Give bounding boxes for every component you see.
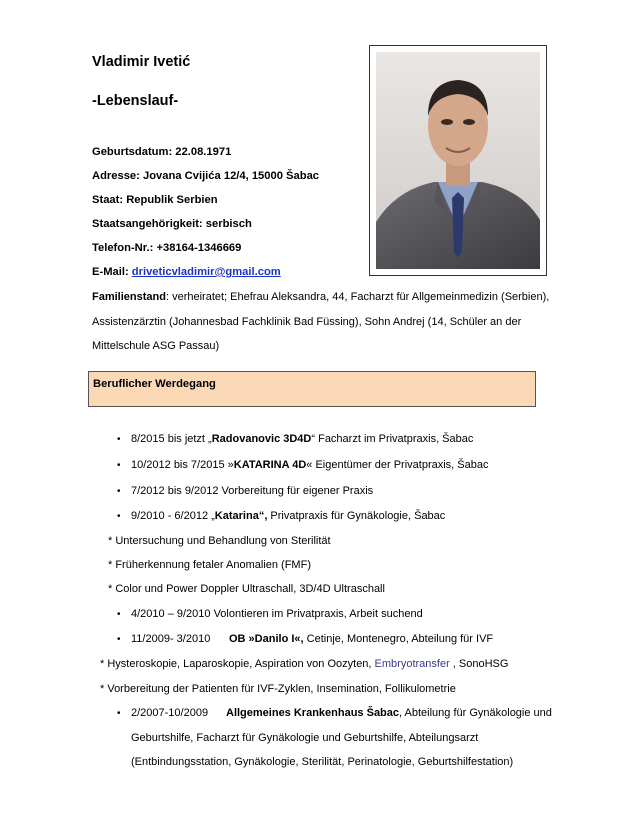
family-status-label: Familienstand	[92, 291, 166, 303]
document-subtitle: -Lebenslauf-	[92, 93, 179, 109]
career-detail: * Früherkennung fetaler Anomalien (FMF)	[108, 559, 311, 571]
address	[92, 170, 319, 182]
career-detail-highlight: Embryotransfer	[374, 658, 450, 670]
family-status-line-1	[92, 291, 549, 303]
address-label: Adresse:	[92, 170, 140, 182]
career-detail	[100, 658, 508, 670]
career-item: 4/2010 – 9/2010 Volontieren im Privatpraxis, Arbeit suchend	[131, 608, 423, 620]
bullet-icon: •	[117, 486, 121, 497]
family-status-text: : verheiratet; Ehefrau Aleksandra, 44, Facharzt für Allgemeinmedizin (Serbien),	[165, 291, 550, 303]
bullet-icon: •	[117, 434, 121, 445]
career-item-employer: Radovanovic 3D4D	[211, 433, 312, 445]
birth-date-label: Geburtsdatum:	[92, 146, 173, 158]
phone	[92, 242, 241, 254]
phone-label: Telefon-Nr.:	[92, 242, 154, 254]
career-item-date: 11/2009- 3/2010	[131, 633, 211, 645]
career-item: 7/2012 bis 9/2012 Vorbereitung für eigener Praxis	[131, 485, 374, 497]
career-detail-text: * Hysteroskopie, Laparoskopie, Aspiration von Oozyten,	[100, 658, 375, 670]
career-detail: * Color und Power Doppler Ultraschall, 3D/4D Ultraschall	[108, 583, 385, 595]
bullet-icon: •	[117, 609, 121, 620]
section-title: Beruflicher Werdegang	[93, 378, 216, 390]
birth-date	[92, 146, 231, 158]
career-item-employer: OB »Danilo I«,	[229, 633, 304, 645]
career-item-description: Cetinje, Montenegro, Abteilung für IVF	[303, 633, 494, 645]
bullet-icon: •	[117, 511, 121, 522]
citizenship-label: Staatsangehörigkeit:	[92, 218, 203, 230]
profile-photo	[369, 45, 547, 276]
state-value: Republik Serbien	[126, 194, 218, 206]
career-item-date: 9/2010 - 6/2012 „	[131, 510, 215, 522]
career-item	[226, 707, 552, 719]
bullet-icon: •	[117, 708, 121, 719]
phone-value: +38164-1346669	[156, 242, 242, 254]
career-item-employer: KATARINA 4D	[233, 459, 307, 471]
career-item-date: 10/2012 bis 7/2015 »	[131, 459, 234, 471]
career-item-date: 8/2015 bis jetzt „	[131, 433, 212, 445]
citizenship-value: serbisch	[205, 218, 252, 230]
section-header-career	[88, 371, 536, 407]
email-label: E-Mail:	[92, 266, 129, 278]
career-detail-text: , SonoHSG	[449, 658, 509, 670]
bullet-icon: •	[117, 634, 121, 645]
career-item-continuation: (Entbindungsstation, Gynäkologie, Sterilität, Perinatologie, Geburtshilfestation)	[131, 756, 514, 768]
career-item-description: , Abteilung für Gynäkologie und	[399, 707, 552, 719]
email-link[interactable]: driveticvladimir@gmail.com	[131, 266, 281, 278]
career-item-employer: Allgemeines Krankenhaus Šabac	[226, 707, 400, 719]
career-item-description: “ Facharzt im Privatpraxis, Šabac	[311, 433, 474, 445]
career-item	[131, 433, 473, 445]
bullet-icon: •	[117, 460, 121, 471]
career-item-continuation: Geburtshilfe, Facharzt für Gynäkologie und Geburtshilfe, Abteilungsarzt	[131, 732, 479, 744]
person-name: Vladimir Ivetić	[92, 54, 191, 70]
career-item-employer: Katarina“,	[214, 510, 268, 522]
career-detail: * Vorbereitung der Patienten für IVF-Zyklen, Insemination, Follikulometrie	[100, 683, 456, 695]
state-label: Staat:	[92, 194, 124, 206]
career-item-date: 2/2007-10/2009	[131, 707, 209, 719]
family-status-line-3: Mittelschule ASG Passau)	[92, 340, 220, 352]
career-item-description: « Eigentümer der Privatpraxis, Šabac	[306, 459, 489, 471]
family-status-line-2: Assistenzärztin (Johannesbad Fachklinik Bad Füssing), Sohn Andrej (14, Schüler an der	[92, 316, 522, 328]
birth-date-value: 22.08.1971	[175, 146, 232, 158]
career-item	[229, 633, 493, 645]
email	[92, 266, 281, 278]
address-value: Jovana Cvijića 12/4, 15000 Šabac	[143, 170, 320, 182]
state	[92, 194, 218, 206]
career-item-description: Privatpraxis für Gynäkologie, Šabac	[267, 510, 446, 522]
career-detail: * Untersuchung und Behandlung von Sterilität	[108, 535, 331, 547]
career-item	[131, 459, 488, 471]
citizenship	[92, 218, 252, 230]
career-item	[131, 510, 445, 522]
